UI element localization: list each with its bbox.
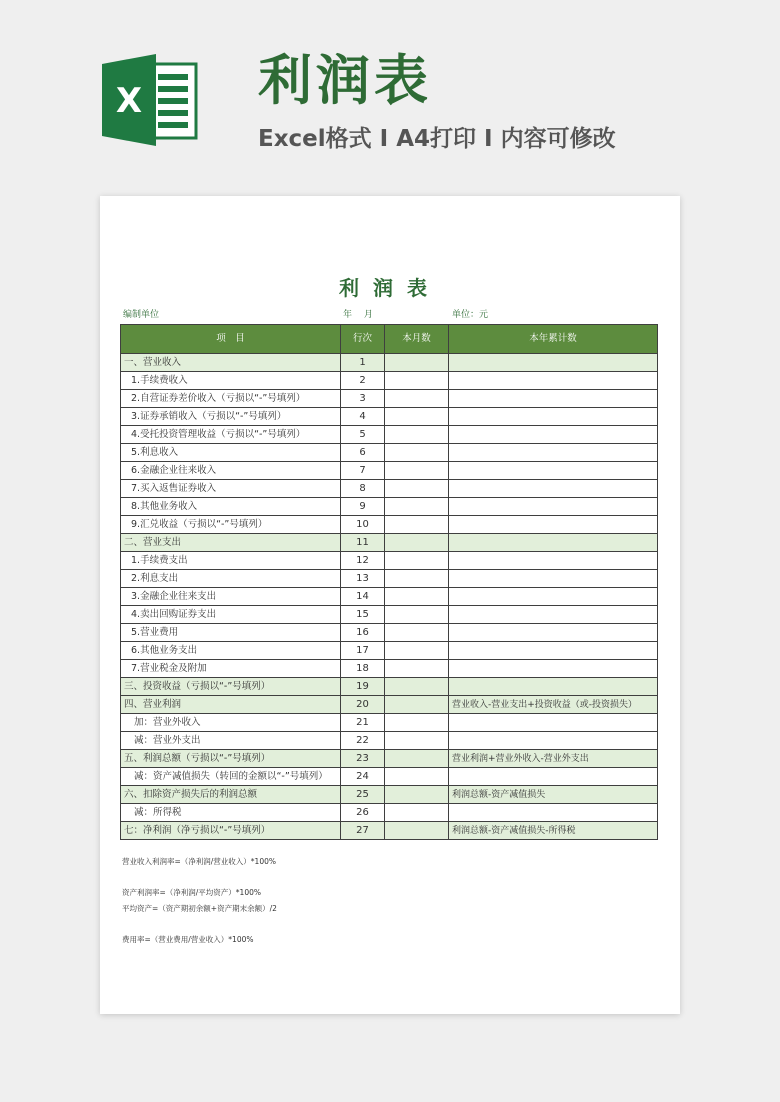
year-to-date-cell[interactable] — [449, 606, 658, 624]
year-to-date-cell[interactable] — [449, 660, 658, 678]
item-cell: 6.金融企业往来收入 — [121, 462, 341, 480]
table-row — [121, 372, 658, 390]
line-no-cell: 24 — [341, 768, 385, 786]
excel-icon — [100, 50, 200, 150]
date-label: 年 月 — [343, 310, 373, 320]
document-title: 利润表 — [339, 276, 441, 300]
year-to-date-cell[interactable]: 利润总额-资产减值损失 — [449, 786, 658, 804]
line-no-cell: 4 — [341, 408, 385, 426]
item-cell: 七：净利润（净亏损以“-”号填列） — [121, 822, 341, 840]
line-no-cell: 26 — [341, 804, 385, 822]
line-no-cell: 23 — [341, 750, 385, 768]
this-month-cell[interactable] — [385, 786, 449, 804]
line-no-cell: 8 — [341, 480, 385, 498]
year-to-date-cell[interactable] — [449, 552, 658, 570]
this-month-cell[interactable] — [385, 750, 449, 768]
item-cell: 减：营业外支出 — [121, 732, 341, 750]
table-row — [121, 696, 658, 714]
item-cell: 5.利息收入 — [121, 444, 341, 462]
table-row — [121, 408, 658, 426]
year-to-date-cell[interactable] — [449, 714, 658, 732]
table-row — [121, 678, 658, 696]
table-row — [121, 660, 658, 678]
this-month-cell[interactable] — [385, 498, 449, 516]
this-month-cell[interactable] — [385, 696, 449, 714]
item-cell: 7.营业税金及附加 — [121, 660, 341, 678]
year-to-date-cell[interactable] — [449, 390, 658, 408]
item-cell: 加：营业外收入 — [121, 714, 341, 732]
table-row — [121, 804, 658, 822]
this-month-cell[interactable] — [385, 804, 449, 822]
line-no-cell: 6 — [341, 444, 385, 462]
item-cell: 6.其他业务支出 — [121, 642, 341, 660]
year-to-date-cell[interactable]: 营业收入-营业支出+投资收益（或-投资损失） — [449, 696, 658, 714]
item-cell: 减：所得税 — [121, 804, 341, 822]
this-month-cell[interactable] — [385, 624, 449, 642]
this-month-cell[interactable] — [385, 480, 449, 498]
line-no-cell: 9 — [341, 498, 385, 516]
year-to-date-cell[interactable] — [449, 534, 658, 552]
this-month-cell[interactable] — [385, 570, 449, 588]
item-cell: 1.手续费收入 — [121, 372, 341, 390]
year-to-date-cell[interactable] — [449, 444, 658, 462]
line-no-cell: 27 — [341, 822, 385, 840]
header-line-no: 行次 — [341, 325, 385, 354]
table-row — [121, 552, 658, 570]
table-row — [121, 534, 658, 552]
line-no-cell: 5 — [341, 426, 385, 444]
item-cell: 四、营业利润 — [121, 696, 341, 714]
banner-title: 利润表 — [258, 49, 432, 112]
item-cell: 4.卖出回购证券支出 — [121, 606, 341, 624]
year-to-date-cell[interactable] — [449, 354, 658, 372]
year-to-date-cell[interactable] — [449, 624, 658, 642]
header-item: 项 目 — [121, 325, 341, 354]
year-to-date-cell[interactable] — [449, 498, 658, 516]
table-row — [121, 588, 658, 606]
item-cell: 六、扣除资产损失后的利润总额 — [121, 786, 341, 804]
line-no-cell: 14 — [341, 588, 385, 606]
table-row — [121, 750, 658, 768]
item-cell: 三、投资收益（亏损以“-”号填列） — [121, 678, 341, 696]
item-cell: 7.买入返售证券收入 — [121, 480, 341, 498]
year-to-date-cell[interactable]: 利润总额-资产减值损失-所得税 — [449, 822, 658, 840]
item-cell: 5.营业费用 — [121, 624, 341, 642]
line-no-cell: 21 — [341, 714, 385, 732]
table-row — [121, 354, 658, 372]
this-month-cell[interactable] — [385, 354, 449, 372]
this-month-cell[interactable] — [385, 534, 449, 552]
header-banner — [0, 0, 780, 190]
item-cell: 二、营业支出 — [121, 534, 341, 552]
svg-text:X: X — [115, 81, 143, 121]
this-month-cell[interactable] — [385, 444, 449, 462]
table-row — [121, 606, 658, 624]
item-cell: 4.受托投资管理收益（亏损以“-”号填列） — [121, 426, 341, 444]
table-row — [121, 786, 658, 804]
line-no-cell: 12 — [341, 552, 385, 570]
item-cell: 2.利息支出 — [121, 570, 341, 588]
line-no-cell: 11 — [341, 534, 385, 552]
this-month-cell[interactable] — [385, 606, 449, 624]
item-cell: 9.汇兑收益（亏损以“-”号填列） — [121, 516, 341, 534]
year-to-date-cell[interactable] — [449, 642, 658, 660]
year-to-date-cell[interactable] — [449, 408, 658, 426]
this-month-cell[interactable] — [385, 516, 449, 534]
table-header-row — [121, 325, 658, 354]
line-no-cell: 17 — [341, 642, 385, 660]
header-year-to-date: 本年累计数 — [449, 325, 658, 354]
table-row — [121, 822, 658, 840]
line-no-cell: 2 — [341, 372, 385, 390]
income-statement-table — [120, 324, 658, 840]
line-no-cell: 20 — [341, 696, 385, 714]
year-to-date-cell[interactable] — [449, 480, 658, 498]
line-no-cell: 22 — [341, 732, 385, 750]
table-row — [121, 768, 658, 786]
table-row — [121, 462, 658, 480]
item-cell: 3.证券承销收入（亏损以“-”号填列） — [121, 408, 341, 426]
line-no-cell: 16 — [341, 624, 385, 642]
this-month-cell[interactable] — [385, 462, 449, 480]
item-cell: 1.手续费支出 — [121, 552, 341, 570]
this-month-cell[interactable] — [385, 822, 449, 840]
line-no-cell: 18 — [341, 660, 385, 678]
year-to-date-cell[interactable] — [449, 732, 658, 750]
item-cell: 3.金融企业往来支出 — [121, 588, 341, 606]
line-no-cell: 3 — [341, 390, 385, 408]
this-month-cell[interactable] — [385, 408, 449, 426]
year-to-date-cell[interactable] — [449, 678, 658, 696]
note-asset-margin: 资产利润率=（净利润/平均资产）*100% — [122, 888, 262, 897]
table-row — [121, 390, 658, 408]
this-month-cell[interactable] — [385, 426, 449, 444]
item-cell: 2.自营证券差价收入（亏损以“-”号填列） — [121, 390, 341, 408]
item-cell: 五、利润总额（亏损以“-”号填列） — [121, 750, 341, 768]
line-no-cell: 1 — [341, 354, 385, 372]
note-revenue-margin: 营业收入利润率=（净利润/营业收入）*100% — [122, 857, 277, 866]
this-month-cell[interactable] — [385, 678, 449, 696]
year-to-date-cell[interactable] — [449, 462, 658, 480]
year-to-date-cell[interactable]: 营业利润+营业外收入-营业外支出 — [449, 750, 658, 768]
item-cell: 一、营业收入 — [121, 354, 341, 372]
currency-label: 单位：元 — [452, 310, 489, 320]
year-to-date-cell[interactable] — [449, 804, 658, 822]
this-month-cell[interactable] — [385, 642, 449, 660]
line-no-cell: 19 — [341, 678, 385, 696]
this-month-cell[interactable] — [385, 660, 449, 678]
note-average-assets: 平均资产=（资产期初余额+资产期末余额）/2 — [122, 904, 277, 913]
this-month-cell[interactable] — [385, 390, 449, 408]
this-month-cell[interactable] — [385, 372, 449, 390]
this-month-cell[interactable] — [385, 732, 449, 750]
this-month-cell[interactable] — [385, 768, 449, 786]
unit-label: 编制单位 — [123, 310, 160, 320]
year-to-date-cell[interactable] — [449, 372, 658, 390]
note-expense-ratio: 费用率=（营业费用/营业收入）*100% — [122, 935, 254, 944]
line-no-cell: 15 — [341, 606, 385, 624]
table-row — [121, 642, 658, 660]
year-to-date-cell[interactable] — [449, 768, 658, 786]
line-no-cell: 7 — [341, 462, 385, 480]
line-no-cell: 10 — [341, 516, 385, 534]
this-month-cell[interactable] — [385, 552, 449, 570]
table-row — [121, 498, 658, 516]
item-cell: 8.其他业务收入 — [121, 498, 341, 516]
table-row — [121, 714, 658, 732]
table-row — [121, 444, 658, 462]
table-row — [121, 516, 658, 534]
year-to-date-cell[interactable] — [449, 588, 658, 606]
table-row — [121, 480, 658, 498]
year-to-date-cell[interactable] — [449, 516, 658, 534]
this-month-cell[interactable] — [385, 714, 449, 732]
table-row — [121, 732, 658, 750]
table-row — [121, 624, 658, 642]
line-no-cell: 13 — [341, 570, 385, 588]
year-to-date-cell[interactable] — [449, 426, 658, 444]
banner-subtitle: Excel格式 I A4打印 I 内容可修改 — [258, 126, 616, 152]
line-no-cell: 25 — [341, 786, 385, 804]
item-cell: 减：资产减值损失（转回的金额以“-”号填列） — [121, 768, 341, 786]
header-this-month: 本月数 — [385, 325, 449, 354]
table-row — [121, 426, 658, 444]
this-month-cell[interactable] — [385, 588, 449, 606]
table-row — [121, 570, 658, 588]
year-to-date-cell[interactable] — [449, 570, 658, 588]
